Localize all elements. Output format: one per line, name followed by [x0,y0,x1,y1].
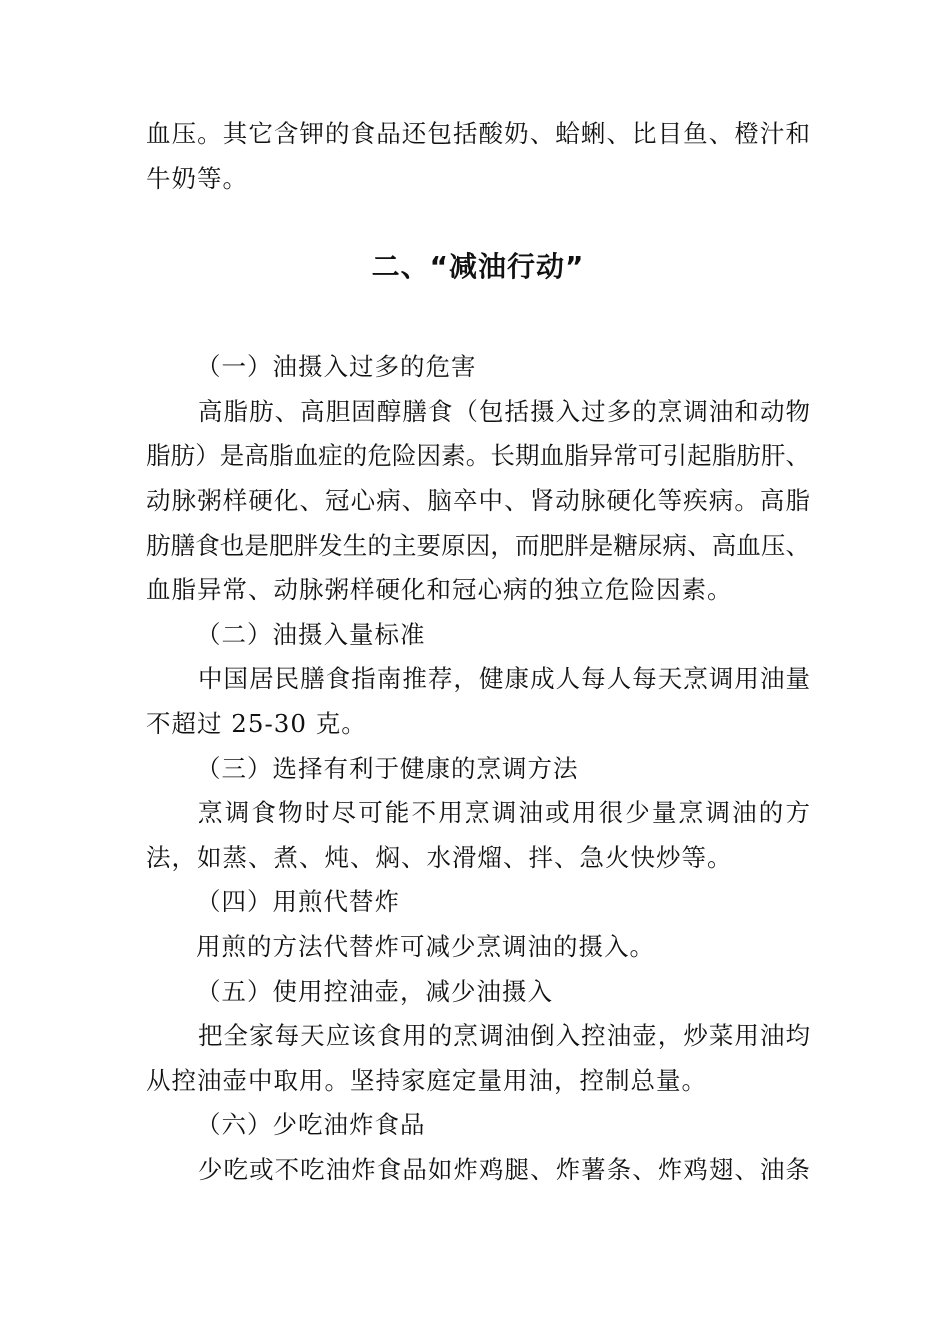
intro-line-1: 血压。其它含钾的食品还包括酸奶、蛤蜊、比目鱼、橙汁和 [146,119,810,148]
subsection-5 [146,970,810,1104]
paragraph-line: 肪膳食也是肥胖发生的主要原因，而肥胖是糖尿病、高血压、 [146,530,810,560]
subsection-1 [146,345,810,613]
subsection-heading: （二）油摄入量标准 [196,619,426,649]
paragraph-line: 脂肪）是高脂血症的危险因素。长期血脂异常可引起脂肪肝、 [146,441,810,471]
paragraph-line: 用煎的方法代替炸可减少烹调油的摄入。 [196,931,655,961]
paragraph-line: 中国居民膳食指南推荐，健康成人每人每天烹调用油量 [198,664,810,694]
subsection-heading: （六）少吃油炸食品 [196,1110,426,1140]
paragraph-line: 法，如蒸、煮、炖、焖、水滑熘、拌、急火快炒等。 [146,842,733,872]
intro-paragraph [146,112,810,201]
paragraph-line: 高脂肪、高胆固醇膳食（包括摄入过多的烹调油和动物 [198,396,810,426]
document-page [146,112,810,1192]
subsection-heading: （一）油摄入过多的危害 [196,352,477,382]
paragraph-line: 从控油壶中取用。坚持家庭定量用油，控制总量。 [146,1065,707,1095]
subsection-4 [146,880,810,969]
paragraph-line: 烹调食物时尽可能不用烹调油或用很少量烹调油的方 [198,798,810,828]
paragraph-line: 把全家每天应该食用的烹调油倒入控油壶，炒菜用油均 [198,1021,810,1051]
subsection-2 [146,613,810,747]
paragraph-line: 少吃或不吃油炸食品如炸鸡腿、炸薯条、炸鸡翅、油条 [198,1154,810,1184]
subsection-3 [146,747,810,881]
intro-line-2: 牛奶等。 [146,163,248,193]
subsection-6 [146,1103,810,1192]
paragraph-line: 动脉粥样硬化、冠心病、脑卒中、肾动脉硬化等疾病。高脂 [146,485,810,515]
paragraph-line: 不超过 25-30 克。 [146,708,367,738]
subsection-heading: （三）选择有利于健康的烹调方法 [196,753,579,783]
subsection-heading: （五）使用控油壶，减少油摄入 [196,976,553,1006]
paragraph-line: 血脂异常、动脉粥样硬化和冠心病的独立危险因素。 [146,575,733,605]
subsection-heading: （四）用煎代替炸 [196,887,400,917]
section-title: 二、“减油行动” [371,250,585,284]
